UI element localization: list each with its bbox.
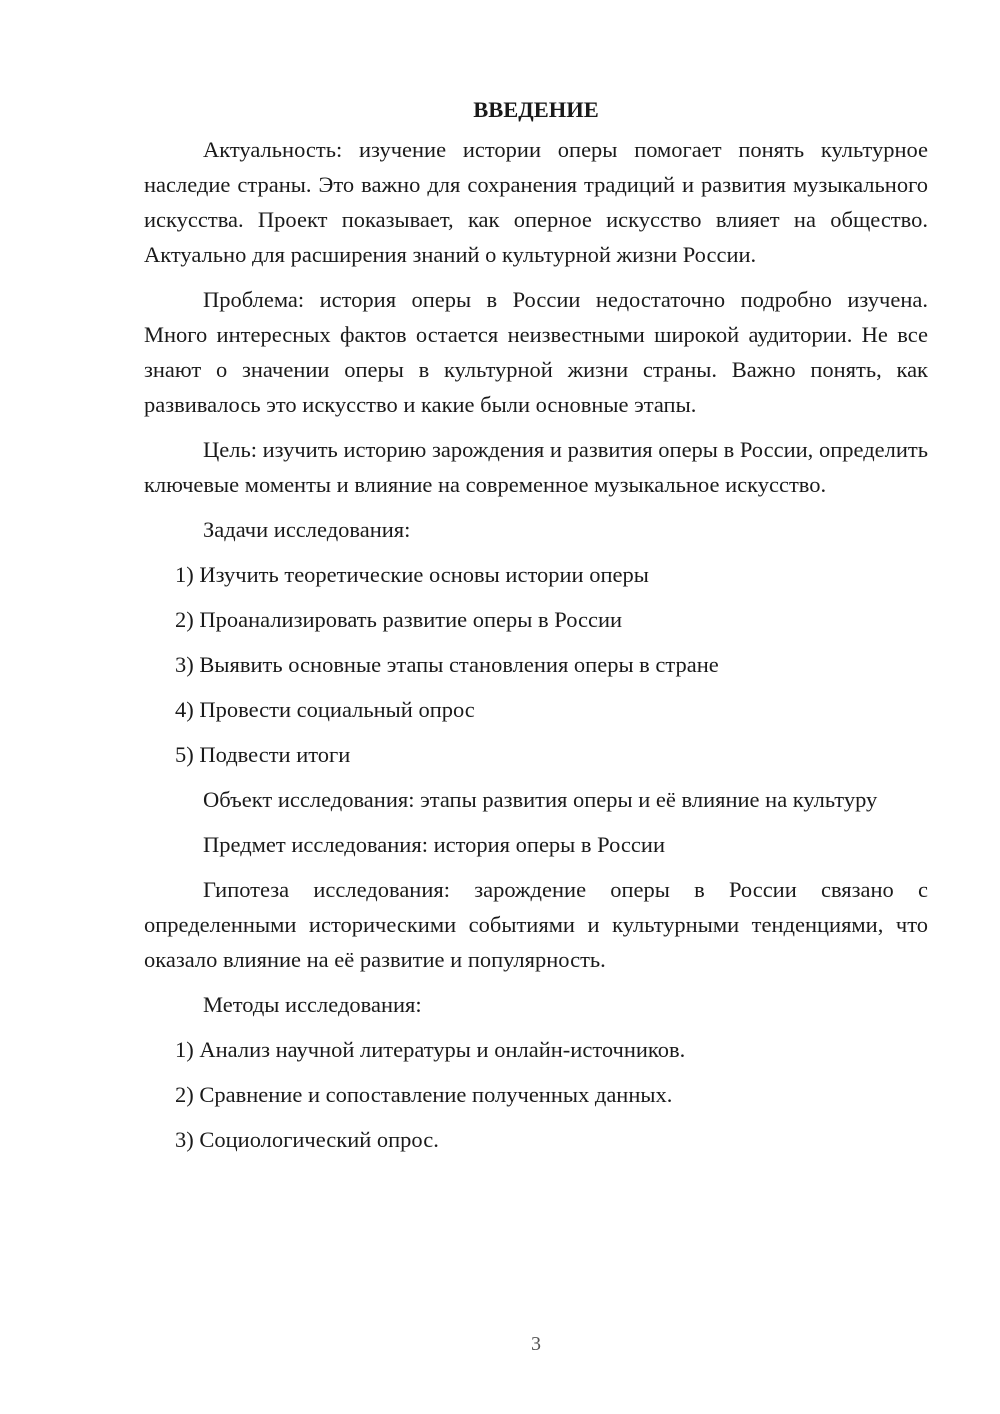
list-item: 5) Подвести итоги	[175, 742, 351, 767]
methods-list	[144, 1032, 928, 1157]
list-item: 2) Проанализировать развитие оперы в России	[175, 607, 623, 632]
relevance-paragraph: Актуальность: изучение истории оперы помогает понять культурное наследие страны. Это важно для сохранения традиций и развития музыкального искусства. Проект показывает, как оперное искусство влияет на общество. Актуально для расширения знаний о культурной жизни России.	[144, 137, 928, 267]
methods-heading: Методы исследования:	[203, 992, 422, 1017]
list-item: 3) Выявить основные этапы становления оперы в стране	[175, 652, 719, 677]
list-item: 2) Сравнение и сопоставление полученных данных.	[175, 1082, 673, 1107]
goal-paragraph: Цель: изучить историю зарождения и развития оперы в России, определить ключевые моменты и влияние на современное музыкальное искусство.	[144, 437, 928, 497]
list-item: 4) Провести социальный опрос	[175, 697, 475, 722]
hypothesis-paragraph: Гипотеза исследования: зарождение оперы в России связано с определенными историческими событиями и культурными тенденциями, что оказало влияние на её развитие и популярность.	[144, 877, 928, 972]
tasks-heading: Задачи исследования:	[203, 517, 411, 542]
problem-paragraph: Проблема: история оперы в России недостаточно подробно изучена. Много интересных фактов остается неизвестными широкой аудитории. Не все знают о значении оперы в культурной жизни страны. Важно понять, как развивалось это искусство и какие были основные этапы.	[144, 287, 928, 417]
page-title: ВВЕДЕНИЕ	[473, 97, 599, 122]
list-item: 3) Социологический опрос.	[175, 1127, 439, 1152]
object-paragraph: Объект исследования: этапы развития оперы и её влияние на культуру	[203, 787, 878, 812]
tasks-list	[144, 557, 928, 772]
document-page	[144, 92, 928, 1167]
list-item: 1) Анализ научной литературы и онлайн-источников.	[175, 1037, 686, 1062]
page-number: 3	[531, 1333, 541, 1355]
subject-paragraph: Предмет исследования: история оперы в России	[203, 832, 665, 857]
list-item: 1) Изучить теоретические основы истории оперы	[175, 562, 649, 587]
